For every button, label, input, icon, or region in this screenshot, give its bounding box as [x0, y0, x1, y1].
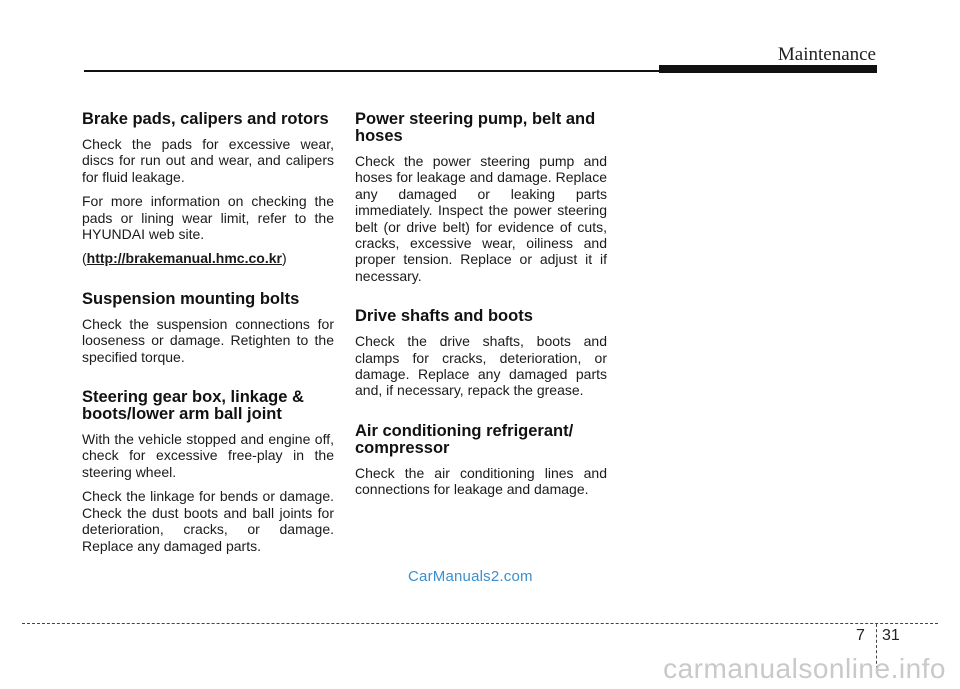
steering-paragraph-1: With the vehicle stopped and engine off, check for excessive free-play in the steering wheel. [82, 431, 334, 480]
brake-paragraph-1: Check the pads for excessive wear, discs for run out and wear, and calipers for fluid leakage. [82, 136, 334, 185]
drive-shafts-paragraph-1: Check the drive shafts, boots and clamps for cracks, deterioration, or damage. Replace any damaged parts and, if necessary, repack the grease. [355, 333, 607, 399]
brake-heading: Brake pads, calipers and rotors [82, 110, 329, 128]
right-column [355, 111, 607, 506]
air-conditioning-paragraph-1: Check the air conditioning lines and connections for leakage and damage. [355, 464, 607, 498]
brake-paragraph-2: For more information on checking the pads or lining wear limit, refer to the HYUNDAI web site. [82, 193, 334, 243]
steering-paragraph-2: Check the linkage for bends or damage. Check the dust boots and ball joints for deterioration, cracks, or damage. Replace any damaged parts. [82, 488, 334, 554]
site-watermark: carmanualsonline.info [663, 653, 946, 684]
brake-manual-link[interactable]: http://brakemanual.hmc.co.kr [86, 250, 282, 267]
suspension-heading: Suspension mounting bolts [82, 289, 300, 308]
chapter-number: 7 [856, 627, 865, 644]
drive-shafts-heading: Drive shafts and boots [355, 307, 533, 326]
carmanuals-watermark: CarManuals2.com [408, 568, 533, 585]
left-column [82, 111, 334, 562]
footer-dashed-rule [22, 623, 938, 624]
link-close-paren: ) [281, 250, 287, 267]
power-steering-paragraph-1: Check the power steering pump and hoses for leakage and damage. Replace any damaged or leaking parts immediately. Inspect the power steering belt (or drive belt) for evidence of cuts, cracks, excessive wear, oiliness and proper tension. Replace or adjust it if necessary. [355, 153, 607, 284]
section-title: Maintenance [777, 44, 876, 65]
link-open-paren: ( [82, 250, 87, 267]
header-rule-bar [659, 65, 877, 73]
header-rule [84, 70, 660, 72]
brake-link-line [82, 250, 334, 266]
steering-heading: Steering gear box, linkage & boots/lower arm ball joint [82, 388, 304, 424]
power-steering-heading: Power steering pump, belt and hoses [355, 110, 596, 145]
page-number: 31 [882, 627, 900, 644]
air-conditioning-heading: Air conditioning refrigerant/ compressor [355, 421, 574, 457]
suspension-paragraph-1: Check the suspension connections for looseness or damage. Retighten to the specified torque. [82, 315, 334, 365]
